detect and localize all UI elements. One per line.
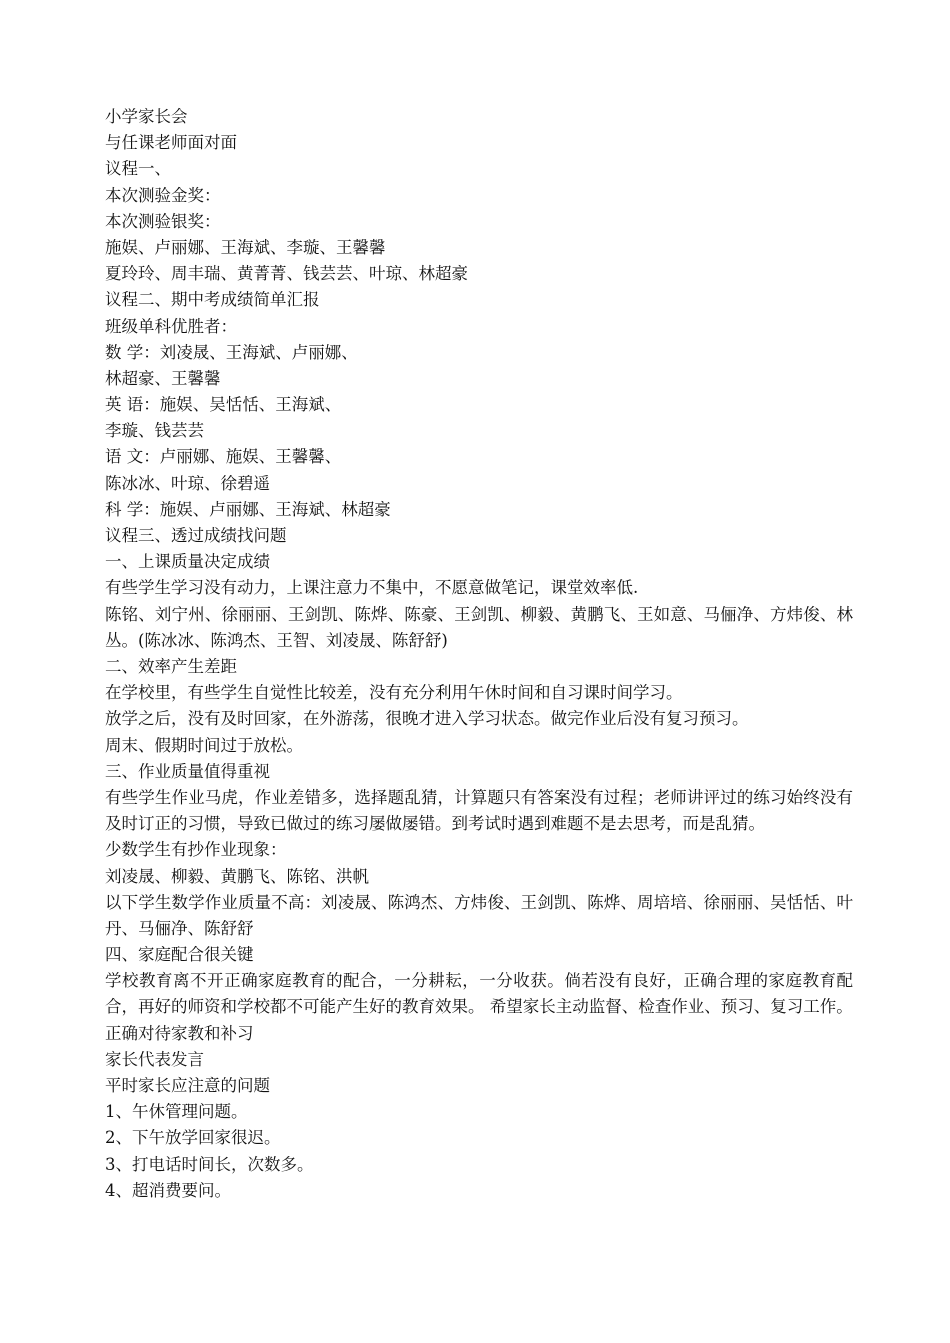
copying-names: 刘凌晟、柳毅、黄鹏飞、陈铭、洪帆	[105, 866, 369, 886]
math-winners-cont: 林超豪、王馨馨	[105, 368, 221, 388]
section-one-heading: 一、上课质量决定成绩	[105, 552, 270, 572]
section-one-names: 陈铭、刘宁州、徐丽丽、王剑凯、陈烨、陈豪、王剑凯、柳毅、黄鹏飞、王如意、马俪净、方炜俊、林丛。(陈冰冰、陈鸿杰、王智、刘凌晟、陈舒舒)	[105, 604, 853, 650]
silver-award-label: 本次测验银奖：	[105, 211, 221, 231]
section-two-text-2: 放学之后，没有及时回家，在外游荡，很晚才进入学习状态。做完作业后没有复习预习。	[105, 709, 749, 729]
attention-item-2: 2、下午放学回家很迟。	[105, 1128, 281, 1148]
science-winners: 科 学：施娱、卢丽娜、王海斌、林超豪	[105, 499, 391, 519]
section-two-heading: 二、效率产生差距	[105, 656, 237, 676]
attention-item-4: 4、超消费要问。	[105, 1180, 231, 1200]
tutoring-heading: 正确对待家教和补习	[105, 1023, 254, 1043]
section-one-text: 有些学生学习没有动力，上课注意力不集中，不愿意做笔记，课堂效率低.	[105, 578, 639, 598]
attention-item-3: 3、打电话时间长，次数多。	[105, 1154, 314, 1174]
parent-speech-heading: 家长代表发言	[105, 1049, 204, 1069]
doc-subtitle: 与任课老师面对面	[105, 133, 237, 153]
math-winners: 数 学：刘凌晟、王海斌、卢丽娜、	[105, 342, 358, 362]
gold-award-label: 本次测验金奖：	[105, 185, 221, 205]
section-three-text: 有些学生作业马虎，作业差错多，选择题乱猜，计算题只有答案没有过程；老师讲评过的练习始终没有及时订正的习惯，导致已做过的练习屡做屡错。到考试时遇到难题不是去思考，而是乱猜。	[105, 787, 853, 834]
section-four-heading: 四、家庭配合很关键	[105, 945, 254, 965]
doc-title: 小学家长会	[105, 107, 188, 126]
math-homework-names: 以下学生数学作业质量不高：刘凌晟、陈鸿杰、方炜俊、王剑凯、陈烨、周培培、徐丽丽、吴恬恬、叶丹、马俪净、陈舒舒	[105, 892, 853, 938]
chinese-winners: 语 文：卢丽娜、施娱、王馨馨、	[105, 447, 342, 467]
attention-item-1: 1、午休管理问题。	[105, 1102, 248, 1122]
section-two-text-1: 在学校里，有些学生自觉性比较差，没有充分利用午休时间和自习课时间学习。	[105, 683, 683, 703]
english-winners-cont: 李璇、钱芸芸	[105, 421, 204, 441]
chinese-winners-cont: 陈冰冰、叶琼、徐碧遥	[105, 473, 270, 493]
agenda-one-heading: 议程一、	[105, 159, 171, 179]
agenda-three-heading: 议程三、透过成绩找问题	[105, 526, 287, 545]
english-winners: 英 语：施娱、吴恬恬、王海斌、	[105, 395, 342, 415]
subject-winners-label: 班级单科优胜者：	[105, 316, 237, 336]
section-two-text-3: 周末、假期时间过于放松。	[105, 735, 303, 755]
section-three-heading: 三、作业质量值得重视	[105, 761, 270, 781]
award-names-2: 夏玲玲、周丰瑞、黄菁菁、钱芸芸、叶琼、林超豪	[105, 264, 468, 284]
section-four-text: 学校教育离不开正确家庭教育的配合，一分耕耘，一分收获。倘若没有良好，正确合理的家庭教育配合，再好的师资和学校都不可能产生好的教育效果。 希望家长主动监督、检查作业、预习、复习工作。	[105, 971, 853, 1017]
document-page	[105, 104, 853, 1204]
agenda-two-heading: 议程二、期中考成绩简单汇报	[105, 290, 320, 310]
copying-label: 少数学生有抄作业现象：	[105, 840, 287, 860]
attention-heading: 平时家长应注意的问题	[105, 1076, 270, 1096]
award-names-1: 施娱、卢丽娜、王海斌、李璇、王馨馨	[105, 237, 386, 257]
